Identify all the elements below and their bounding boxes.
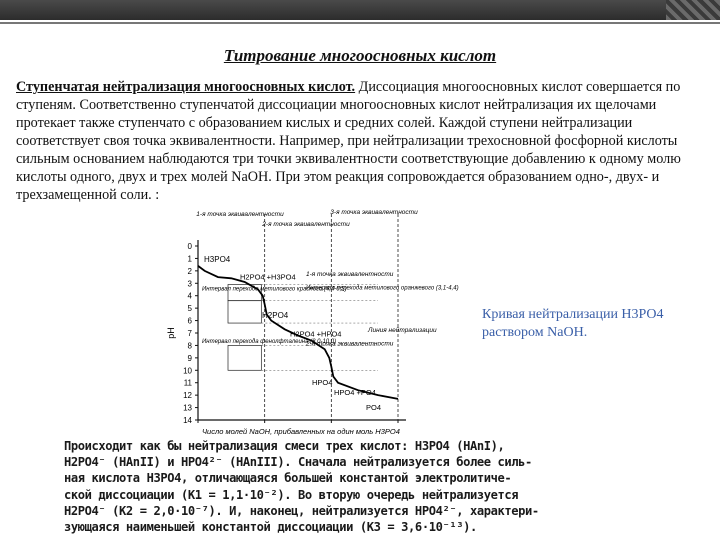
y-tick-label: 14 (183, 416, 192, 425)
curve-annotation: HPO4 (312, 378, 333, 388)
explanation-line: ской диссоциации (K1 = 1,1·10⁻²). Во вторую очередь нейтрализуется (64, 487, 519, 502)
curve-annotation: Интервал перехода метилового красного (4,4-6,2) (202, 286, 347, 293)
chart-svg (160, 206, 478, 446)
y-tick-label: 3 (187, 279, 192, 289)
slide-title: Титрование многоосновных кислот (223, 46, 497, 65)
y-tick-label: 0 (187, 242, 192, 251)
top-equivalence-label: 3-я точка эквивалентности (330, 209, 418, 216)
y-axis-label: pH (166, 327, 176, 339)
curve-annotation: H2PO4 +H3PO4 (240, 272, 296, 282)
curve-annotation: Интервал перехода метилового оранжевого (3,1-4,4) (306, 285, 459, 292)
explanation-line: H2PO4⁻ (HAnII) и HPO4²⁻ (HAnIII). Сначала нейтрализуется более силь- (64, 455, 532, 470)
top-equivalence-label: 2-я точка эквивалентности (262, 221, 350, 228)
y-tick-label: 13 (183, 403, 192, 413)
curve-annotation: 2-я точка эквивалентности (306, 340, 394, 348)
curve-annotation: H2PO4 +HPO4 (290, 329, 342, 339)
curve-annotation: HPO4 +PO4 (334, 388, 376, 398)
y-tick-label: 2 (187, 266, 192, 276)
chart-caption: Кривая нейтрализации H3PO4 раствором NaOH. (482, 307, 664, 340)
neutralization-chart (160, 206, 478, 446)
curve-annotation: PO4 (366, 403, 382, 413)
curve-annotation: 1-я точка эквивалентности (306, 270, 394, 278)
y-tick-label: 8 (187, 341, 192, 351)
curve-annotation: Интервал перехода фенолфталеина (8,0-10,0) (202, 338, 337, 345)
explanation-line: ная кислота H3PO4, отличающаяся большей константой электролитиче- (64, 471, 512, 486)
explanation-line: зующаяся наименьшей константой диссоциации (K3 = 3,6·10⁻¹³). (64, 520, 477, 535)
curve-annotation: H3PO4 (204, 255, 231, 265)
top-divider (0, 22, 720, 24)
intro-lead: Ступенчатая нейтрализация многоосновных кислот. (16, 79, 356, 95)
top-decor-accent (666, 0, 720, 20)
intro-body: Диссоциация многоосновных кислот совершается по ступеням. Соответственно ступенчатой диссоциации многоосновных кислот нейтрализация их щелочами протекает также ступенчато с образованием кислых и средних солей. Каждой ступени нейтрализации соответствует своя точка эквивалентности. Например, при нейтрализации трехосновной фосфорной кислоты сильным основанием наблюдаются три точки эквивалентности соответствующие добавлению к одному молю кислоты одного, двух и трех молей NaOH. При этом реакция сопровождается образованием одно-, двух- и трехзамещенной соли. : (16, 79, 681, 203)
y-tick-label: 5 (187, 304, 192, 314)
explanation-line: H2PO4⁻ (K2 = 2,0·10⁻⁷). И, наконец, нейтрализуется HPO4²⁻, характери- (64, 503, 539, 518)
y-tick-label: 12 (183, 391, 192, 401)
x-axis-label: Число молей NaOH, прибавленных на один моль H3PO4 (202, 427, 400, 436)
y-tick-label: 6 (187, 316, 192, 326)
y-tick-label: 4 (187, 291, 192, 301)
explanation-block (64, 438, 656, 535)
curve-annotation: Линия нейтрализации (368, 326, 437, 334)
top-equivalence-label: 1-я точка эквивалентности (196, 211, 284, 218)
top-decor-bar (0, 0, 720, 20)
y-tick-label: 9 (187, 353, 192, 363)
y-tick-label: 1 (187, 254, 192, 264)
y-tick-label: 10 (183, 366, 192, 376)
y-tick-label: 11 (183, 378, 192, 388)
phenolphthalein-interval (228, 345, 261, 370)
methyl-red-interval (228, 301, 261, 323)
y-tick-label: 7 (187, 329, 192, 338)
explanation-line: Происходит как бы нейтрализация смеси трех кислот: H3PO4 (HAnI), (64, 439, 505, 453)
curve-annotation: H2PO4 (262, 311, 289, 321)
intro-paragraph (16, 78, 692, 204)
